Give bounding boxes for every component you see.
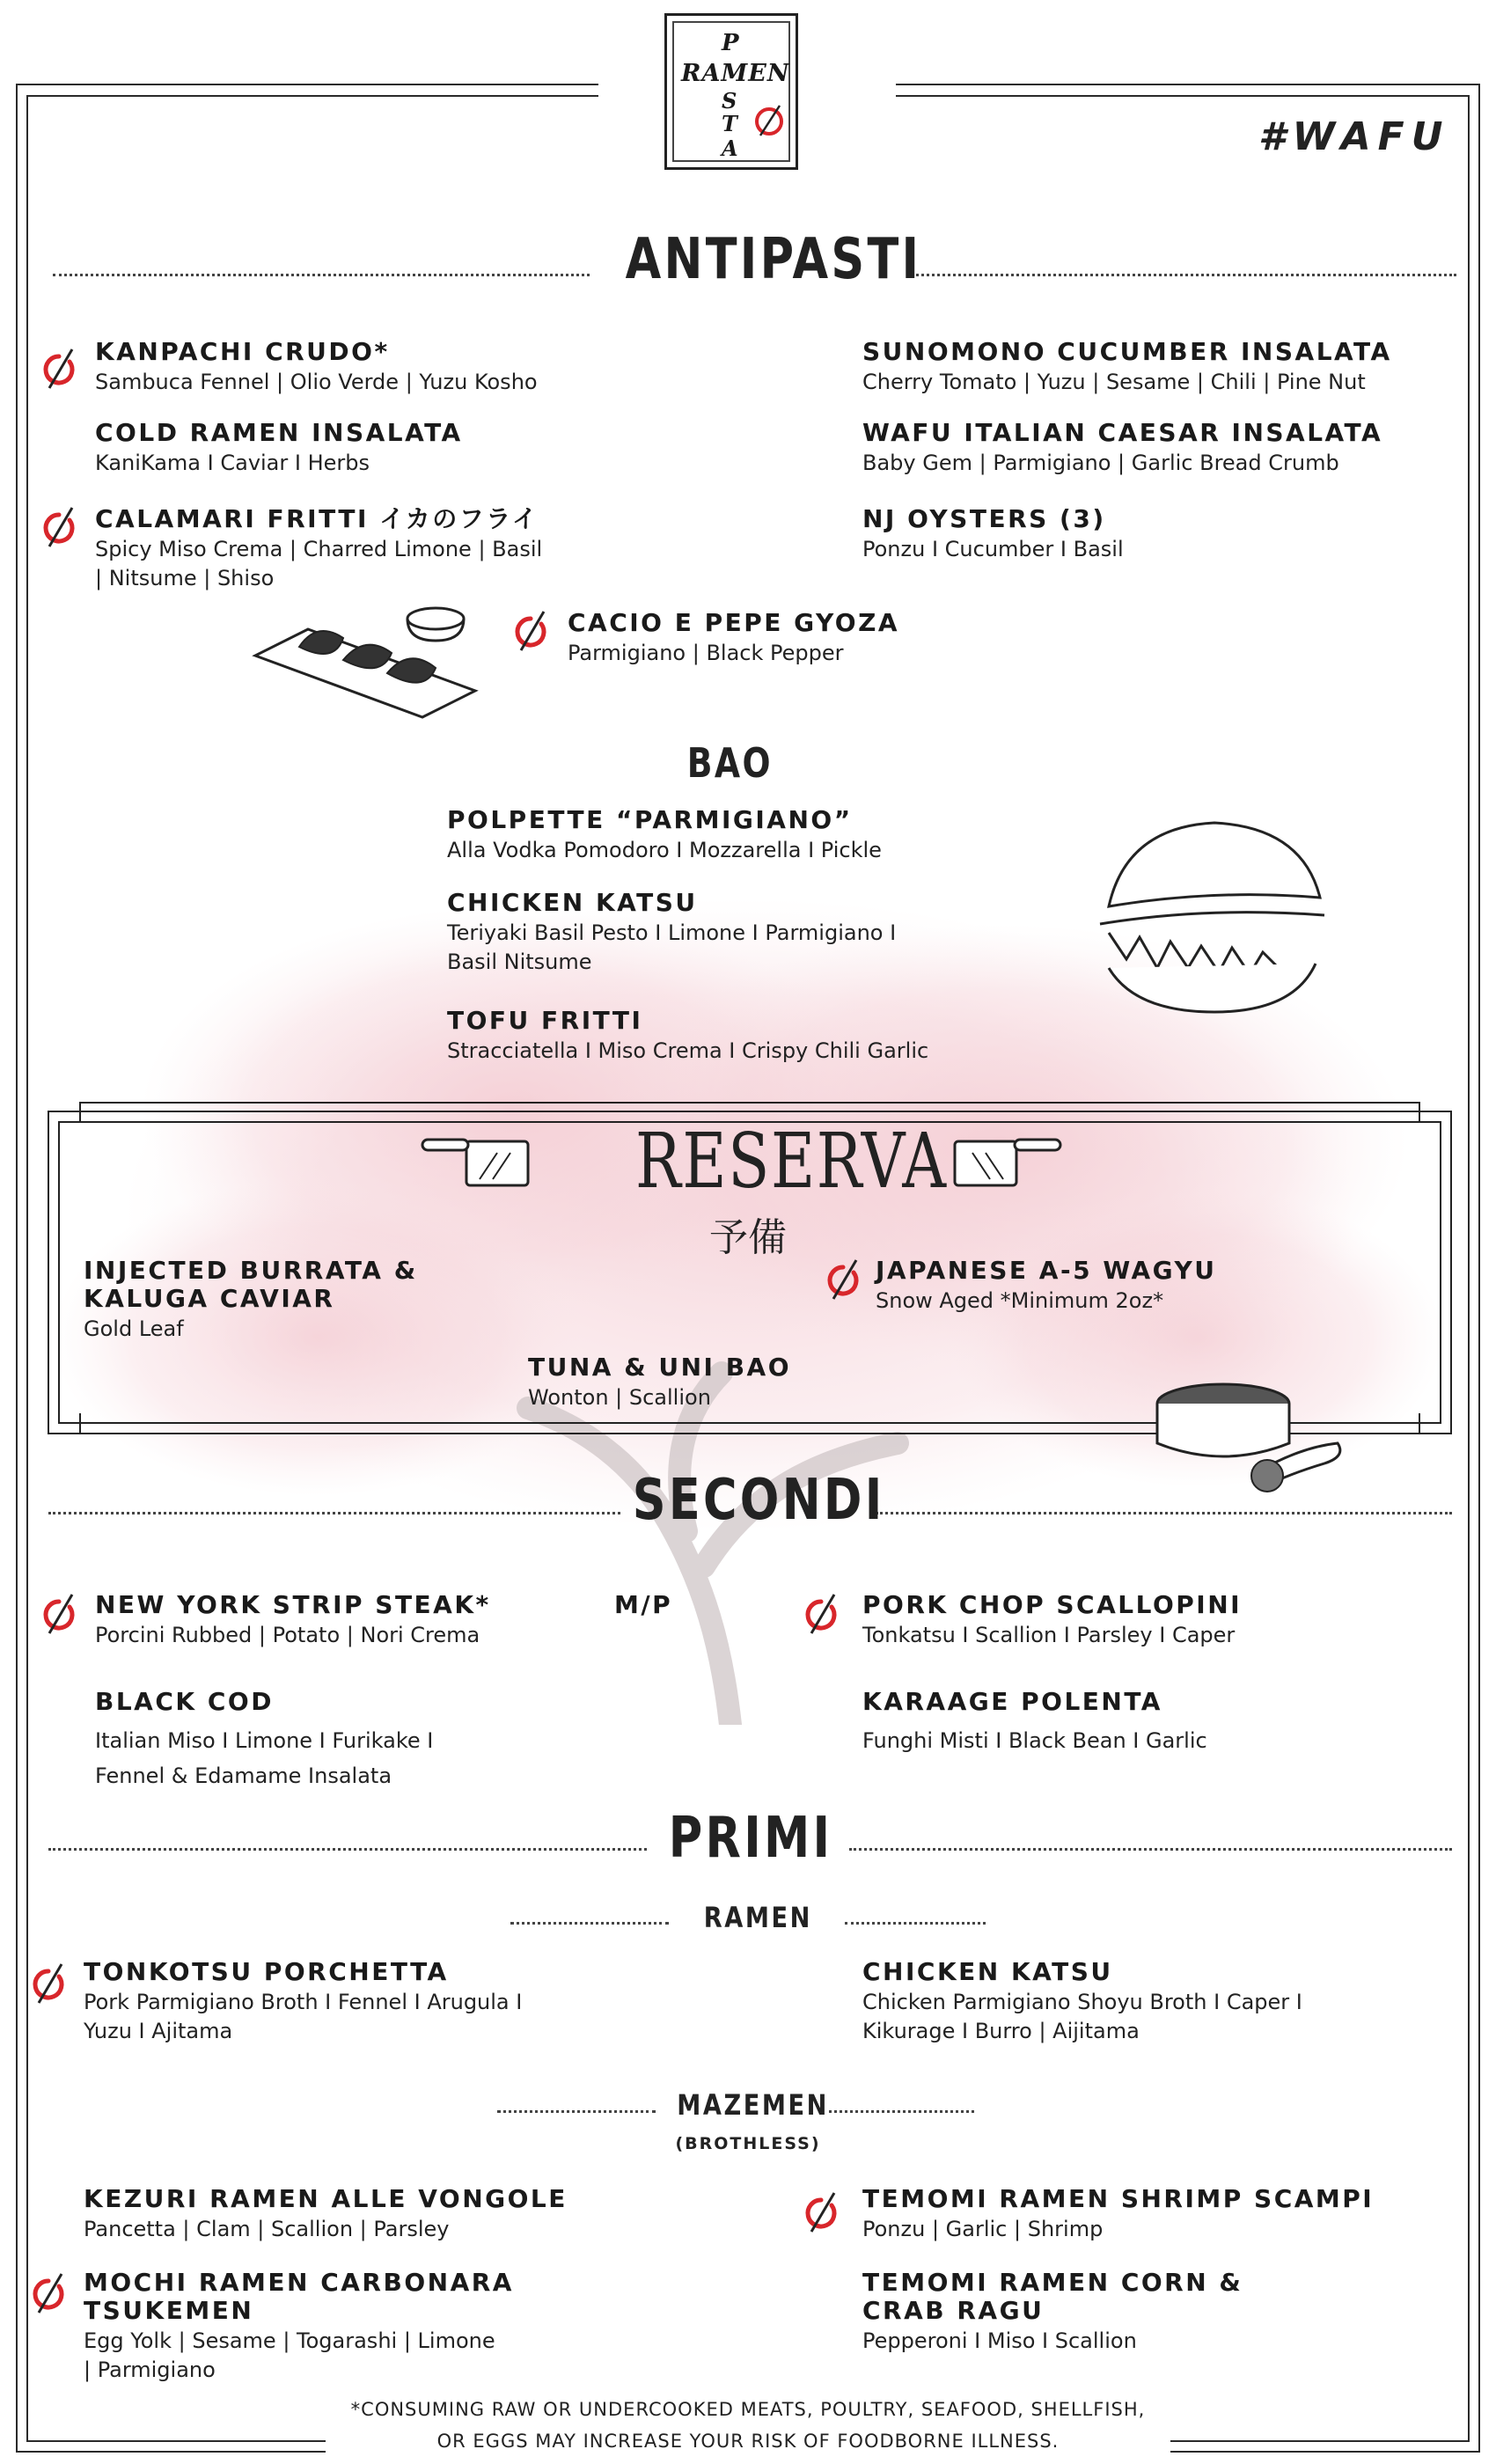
frame-right (1478, 84, 1480, 2451)
menu-item-tofu: TOFU FRITTI Stracciatella I Miso Crema I Crispy Chili Garlic (447, 1006, 929, 1063)
section-reserva: RESERVA (635, 1118, 948, 1206)
menu-item-wagyu: JAPANESE A-5 WAGYU Snow Aged *Minimum 2oz* (876, 1256, 1217, 1313)
menu-item-corn-crab: TEMOMI RAMEN CORN & CRAB RAGU Pepperoni I Miso I Scallion (862, 2268, 1243, 2353)
signature-dish-icon (510, 610, 551, 654)
logo-bowl-icon (752, 104, 787, 139)
mazemen-divider-right (829, 2110, 974, 2113)
frame-top-left-inner (26, 95, 598, 97)
cleaver-icon (418, 1131, 532, 1192)
frame-right-inner (1468, 95, 1470, 2440)
ramen-pasta-logo (664, 13, 798, 170)
ramen-divider-left (510, 1922, 669, 1925)
raw-food-warning: *CONSUMING RAW OR UNDERCOOKED MEATS, POULTRY, SEAFOOD, SHELLFISH, OR EGGS MAY INCREASE YOUR RISK OF FOODBORNE ILLNESS. (350, 2399, 1146, 2452)
frame-bottom-right (1170, 2451, 1480, 2453)
signature-dish-icon (823, 1258, 863, 1302)
frame-top-right (896, 84, 1480, 85)
signature-dish-icon (801, 1593, 841, 1637)
menu-item-kezuri: KEZURI RAMEN ALLE VONGOLE Pancetta | Clam | Scallion | Parsley (84, 2184, 568, 2241)
menu-item-oysters: NJ OYSTERS (3) Ponzu I Cucumber I Basil (862, 504, 1124, 561)
mazemen-divider-left (497, 2110, 656, 2113)
secondi-divider-right (876, 1512, 1452, 1514)
logo-letter-a: A (722, 136, 738, 161)
menu-item-kanpachi: KANPACHI CRUDO* Sambuca Fennel | Olio Verde | Yuzu Kosho (95, 337, 538, 394)
strip-steak-price: M/P (614, 1590, 673, 1619)
caviar-tin-illustration (1148, 1360, 1351, 1500)
logo-word-ramen: RAMEN (681, 60, 790, 87)
antipasti-divider-right (906, 274, 1456, 276)
menu-item-shrimp-scampi: TEMOMI RAMEN SHRIMP SCAMPI Ponzu | Garlic | Shrimp (862, 2184, 1375, 2241)
menu-item-strip-steak: NEW YORK STRIP STEAK* Porcini Rubbed | Potato | Nori Crema (95, 1590, 491, 1647)
logo-letter-t: T (722, 111, 737, 136)
signature-dish-icon (801, 2191, 841, 2235)
menu-item-black-cod: BLACK COD Italian Miso I Limone I Furikake I Fennel & Edamame Insalata (95, 1687, 434, 1788)
mazemen-brothless-label: (BROTHLESS) (675, 2134, 821, 2153)
frame-bottom-left (16, 2451, 326, 2453)
antipasti-divider-left (53, 274, 590, 276)
frame-left (16, 84, 18, 2451)
menu-item-ramen-katsu: CHICKEN KATSU Chicken Parmigiano Shoyu Broth I Caper I Kikurage I Burro | Aijitama (862, 1957, 1302, 2043)
bao-bun-illustration (1082, 810, 1338, 1021)
menu-item-bao-katsu: CHICKEN KATSU Teriyaki Basil Pesto I Limone I Parmigiano I Basil Nitsume (447, 888, 897, 974)
signature-dish-icon (39, 1593, 79, 1637)
secondi-divider-left (48, 1512, 620, 1514)
frame-top-right-inner (896, 95, 1470, 97)
menu-item-karaage: KARAAGE POLENTA Funghi Misti I Black Bean I Garlic (862, 1687, 1207, 1753)
cleaver-icon (950, 1131, 1065, 1192)
menu-item-gyoza: CACIO E PEPE GYOZA Parmigiano | Black Pepper (568, 608, 900, 665)
menu-item-calamari: CALAMARI FRITTI イカのフライ Spicy Miso Crema | Charred Limone | Basil | Nitsume | Shiso (95, 504, 543, 590)
primi-divider-right (849, 1848, 1452, 1851)
menu-item-tonkotsu: TONKOTSU PORCHETTA Pork Parmigiano Broth I Fennel I Arugula I Yuzu I Ajitama (84, 1957, 523, 2043)
signature-dish-icon (39, 506, 79, 550)
section-mazemen: MAZEMEN (677, 2088, 829, 2122)
section-primi: PRIMI (668, 1806, 833, 1871)
menu-item-tuna-uni: TUNA & UNI BAO Wonton | Scallion (528, 1353, 792, 1410)
signature-dish-icon (39, 348, 79, 392)
ramen-divider-right (845, 1922, 986, 1925)
section-antipasti: ANTIPASTI (625, 227, 922, 292)
menu-item-sunomono: SUNOMONO CUCUMBER INSALATA Cherry Tomato | Yuzu | Sesame | Chili | Pine Nut (862, 337, 1392, 394)
gyoza-illustration (246, 594, 484, 726)
section-ramen: RAMEN (703, 1901, 812, 1934)
section-reserva-japanese: 予備 (709, 1215, 787, 1260)
frame-top-left (16, 84, 598, 85)
menu-item-mochi-carbonara: MOCHI RAMEN CARBONARA TSUKEMEN Egg Yolk | Sesame | Togarashi | Limone | Parmigiano (84, 2268, 514, 2382)
section-bao: BAO (686, 739, 774, 787)
primi-divider-left (48, 1848, 647, 1851)
signature-dish-icon (28, 1962, 69, 2006)
logo-letter-s: S (722, 88, 737, 114)
menu-item-pork-chop: PORK CHOP SCALLOPINI Tonkatsu I Scallion I Parsley I Caper (862, 1590, 1243, 1647)
menu-item-caesar: WAFU ITALIAN CAESAR INSALATA Baby Gem | Parmigiano | Garlic Bread Crumb (862, 418, 1383, 475)
signature-dish-icon (28, 2272, 69, 2316)
frame-bottom-right-inner (1170, 2440, 1470, 2442)
menu-item-cold-ramen: COLD RAMEN INSALATA KaniKama I Caviar I Herbs (95, 418, 463, 475)
hashtag-wafu: #WAFU (1258, 114, 1450, 159)
section-secondi: SECONDI (632, 1468, 885, 1533)
logo-letter-p: P (722, 30, 739, 56)
menu-item-polpette: POLPETTE “PARMIGIANO” Alla Vodka Pomodoro I Mozzarella I Pickle (447, 805, 882, 862)
menu-item-burrata: INJECTED BURRATA & KALUGA CAVIAR Gold Leaf (84, 1256, 418, 1341)
frame-left-inner (26, 95, 28, 2440)
frame-bottom-left-inner (26, 2440, 326, 2442)
